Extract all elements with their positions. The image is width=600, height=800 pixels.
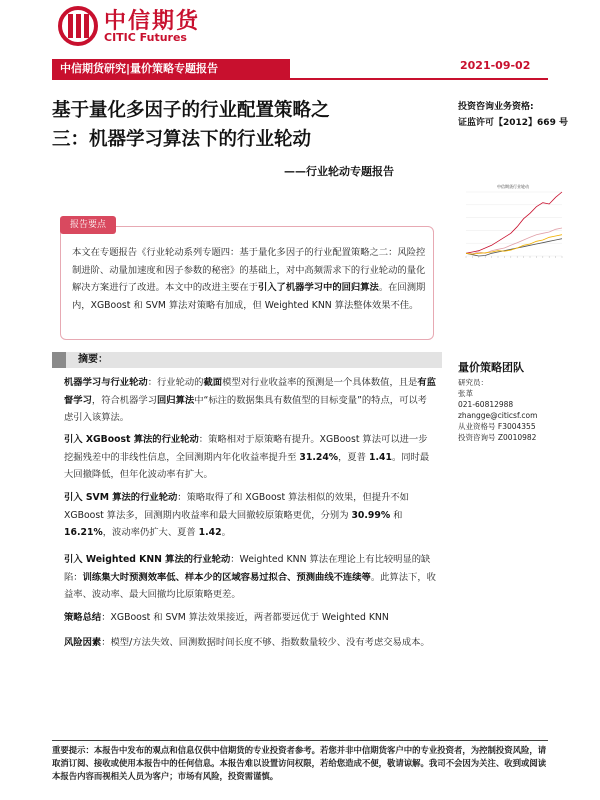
- team-title: 量价策略团队: [458, 361, 524, 374]
- p4-bold-1: 训练集大时预测效率低、样本少的区域容易过拟合、预测曲线不连续等: [82, 571, 371, 583]
- p5-text-1: ：XGBoost 和 SVM 算法效果接近，两者都要远优于 Weighted KNN: [101, 612, 389, 623]
- p1-bold-3: 回归算法: [157, 394, 195, 406]
- highlights-text-1: 本文在专题报告《行业轮动系列专题四：基于量化多因子的行业配置策略之二：风险控制进阶、动量加速度和因子参数的秘密》的基础上，对中高频需求下的行业轮动的量化解决方案进行了改进。本文中的改进主要在于: [72, 247, 426, 293]
- p3-bold-1: 30.99%: [351, 509, 391, 521]
- p6-lead: 风险因素: [64, 637, 102, 648]
- p3-text-3: ，波动率仍扩大、夏普: [102, 527, 199, 538]
- disclaimer-footer: 重要提示：本报告中发布的观点和信息仅供中信期货的专业投资者参考。若您并非中信期货客户中的专业投资者，为控制投资风险，请取消订阅、接收或使用本报告中的任何信息。本报告难以设置访问权限，若给您造成不便，敬请谅解。我司不会因为关注、收到或阅读本报告内容而视相关人员为客户；市场有风险，投资需谨慎。: [52, 745, 547, 781]
- team-license-2: 投资咨询号 Z0010982: [458, 433, 537, 442]
- p2-text-1: ：策略相对于原策略有提升。XGBoost 算法可以进一步挖掘残差中的非线性信息，全回测期内年化收益率提升至: [64, 434, 428, 463]
- p3-text-4: 。: [221, 527, 231, 538]
- p2-text-3: 。同时最大回撤降低，但年化波动率有扩大。: [64, 451, 430, 480]
- p3-text-2: 和: [390, 509, 403, 521]
- qualification-line-2: 证监许可【2012】669 号: [458, 118, 568, 128]
- p3-bold-3: 1.42: [198, 527, 222, 538]
- title-line-2: 三：机器学习算法下的行业轮动: [52, 129, 312, 150]
- p3-bold-2: 16.21%: [64, 527, 103, 538]
- p4-lead: 引入 Weighted KNN 算法的行业轮动: [64, 554, 231, 565]
- team-info: [458, 377, 537, 443]
- abstract-paragraph-5: [64, 609, 436, 627]
- p4-text-1: ：Weighted KNN 算法在理论上有比较明显的缺陷：: [64, 554, 431, 583]
- p2-bold-2: 1.41: [368, 451, 392, 463]
- p3-lead: 引入 SVM 算法的行业轮动: [64, 492, 178, 503]
- p2-bold-1: 31.24%: [299, 451, 339, 463]
- p1-text-1: ：行业轮动的: [147, 377, 204, 388]
- report-subtitle: ——行业轮动专题报告: [284, 165, 394, 178]
- p6-text-1: ：模型/方法失效、回测数据时间长度不够、指数数量较少、没有考虑交易成本。: [101, 637, 430, 648]
- report-category-band: 中信期货研究|量价策略专题报告: [52, 59, 290, 78]
- abstract-paragraph-4: [64, 551, 436, 604]
- highlights-text-2: 。在回测期内，XGBoost 和 SVM 算法对策略有加成，但 Weighted KNN 算法整体效果不佳。: [72, 282, 426, 311]
- chart-title: 中信期货行业轮动: [497, 184, 529, 189]
- p5-lead: 策略总结: [64, 612, 102, 623]
- team-email: zhangge@citicsf.com: [458, 411, 538, 420]
- qualification-block: [458, 99, 568, 131]
- team-role: 研究员：: [458, 378, 488, 387]
- footer-divider: [52, 740, 548, 741]
- p1-text-3: ，符合机器学习: [91, 394, 157, 406]
- title-line-1: 基于量化多因子的行业配置策略之: [52, 100, 330, 121]
- header-divider: [52, 78, 548, 80]
- highlights-text-bold: 引入了机器学习中的回归算法: [257, 282, 379, 293]
- p2-lead: 引入 XGBoost 算法的行业轮动: [64, 434, 199, 445]
- brand-name-cn: 中信期货: [104, 9, 201, 34]
- brand-name-en: CITIC Futures: [104, 31, 187, 44]
- abstract-heading: 摘要：: [52, 352, 442, 368]
- citic-logo-icon: [58, 6, 98, 46]
- report-date: 2021-09-02: [460, 59, 531, 72]
- abstract-paragraph-1: [64, 374, 436, 427]
- abstract-paragraph-6: [64, 634, 436, 652]
- report-highlights-text: [72, 244, 428, 314]
- p3-text-1: ：策略取得了和 XGBoost 算法相似的效果，但提升不如 XGBoost 算法多，回测期内收益率和最大回撤较原策略更优，分别为: [64, 492, 409, 521]
- report-highlights-tag: 报告要点: [60, 216, 116, 234]
- qualification-line-1: 投资咨询业务资格:: [458, 102, 534, 112]
- p1-lead: 机器学习与行业轮动: [64, 377, 148, 388]
- report-title: [52, 96, 442, 154]
- p4-text-2: 。此算法下，收益率、波动率、最大回撤均比原策略更差。: [64, 571, 436, 600]
- chart-svg: [458, 182, 568, 274]
- p1-text-4: 中“标注的数据集具有数值型的目标变量”的特点，可以考虑引入该算法。: [64, 394, 427, 423]
- abstract-paragraph-2: [64, 431, 436, 484]
- team-license-1: 从业资格号 F3004355: [458, 422, 536, 431]
- p1-text-2: 模型对行业收益率的预测是一个具体数值，且是: [222, 377, 418, 388]
- team-phone: 021-60812988: [458, 400, 514, 409]
- p1-bold-1: 截面: [203, 377, 223, 388]
- team-member-name: 张革: [458, 389, 473, 398]
- abstract-paragraph-3: [64, 489, 436, 542]
- performance-chart: [458, 182, 568, 274]
- p1-bold-2: 有监督学习: [64, 377, 436, 406]
- p2-text-2: ，夏普: [338, 451, 369, 463]
